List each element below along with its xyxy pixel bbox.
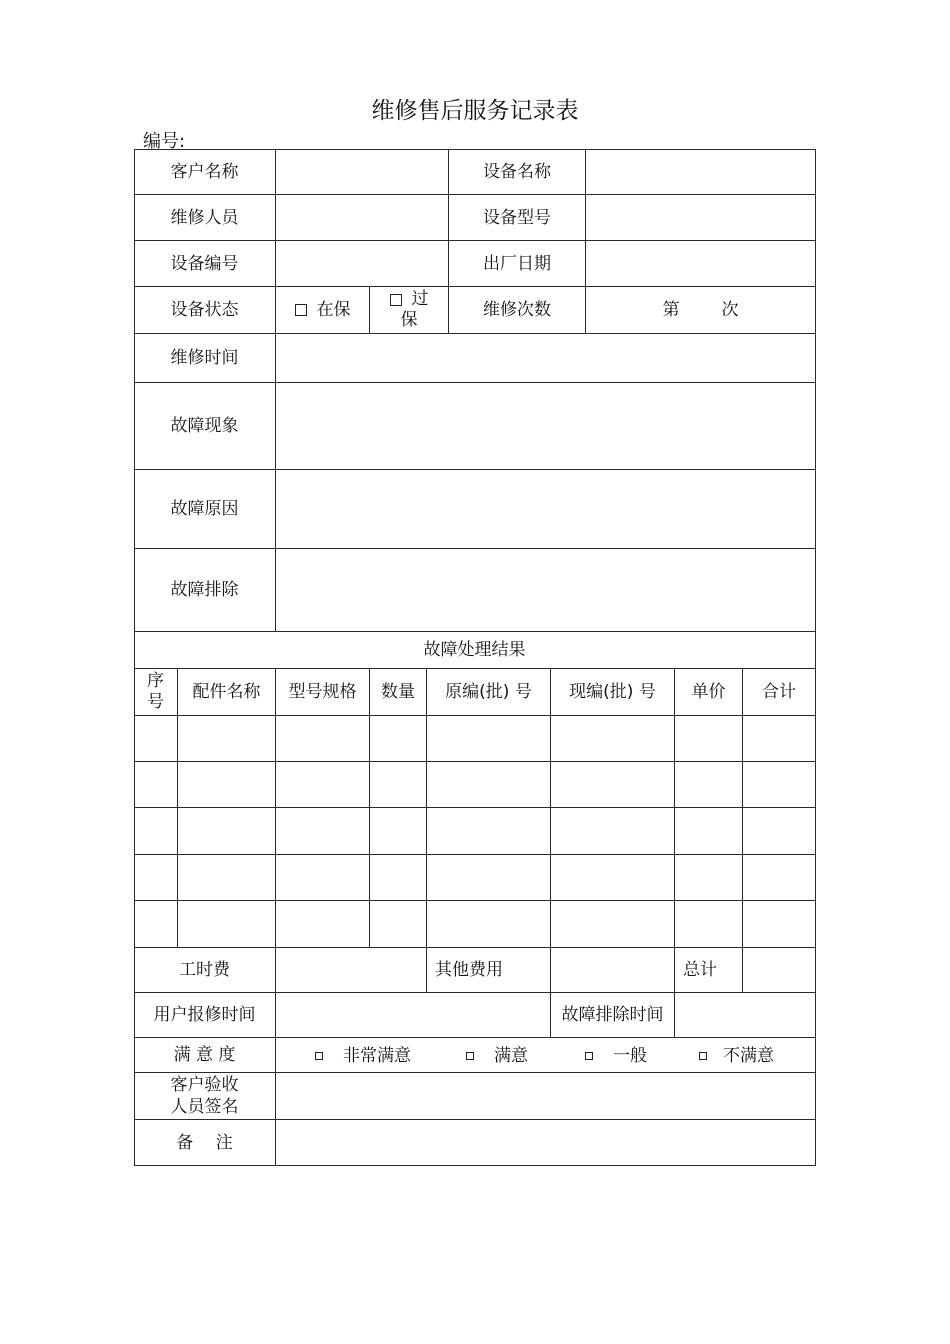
parts-row-1-index-cell[interactable] xyxy=(134,716,178,762)
parts-row-1-new-batch-cell[interactable] xyxy=(551,716,675,762)
parts-row-3-name-cell[interactable] xyxy=(178,808,276,855)
satisfaction-text-unsatisfied: 不满意 xyxy=(723,1046,774,1066)
fix-time-field[interactable] xyxy=(675,993,816,1038)
out-warranty-text-2: 保 xyxy=(400,310,418,330)
parts-row-5-subtotal-cell[interactable] xyxy=(743,901,816,948)
fault-cause-field[interactable] xyxy=(276,470,816,549)
satisfaction-text-average: 一般 xyxy=(613,1046,647,1066)
customer-signature-label-line2: 人员签名 xyxy=(170,1097,239,1117)
parts-row-1-name-cell[interactable] xyxy=(178,716,276,762)
satisfaction-text-satisfied: 满意 xyxy=(494,1046,528,1066)
parts-header-spec: 型号规格 xyxy=(276,669,370,716)
customer-name-field[interactable] xyxy=(276,149,449,195)
satisfaction-checkbox-very[interactable] xyxy=(315,1052,323,1060)
satisfaction-option-average[interactable] xyxy=(585,1047,647,1065)
satisfaction-option-very[interactable] xyxy=(315,1047,411,1065)
serial-number-label: 编号: xyxy=(143,131,186,152)
repair-time-field[interactable] xyxy=(276,334,816,383)
device-number-label: 设备编号 xyxy=(134,241,276,287)
parts-row-2-spec-cell[interactable] xyxy=(276,762,370,808)
parts-row-3-qty-cell[interactable] xyxy=(370,808,427,855)
repair-time-label: 维修时间 xyxy=(134,334,276,383)
satisfaction-text-very: 非常满意 xyxy=(343,1046,411,1066)
parts-row-5-old-batch-cell[interactable] xyxy=(427,901,551,948)
parts-row-3-subtotal-cell[interactable] xyxy=(743,808,816,855)
parts-row-2-subtotal-cell[interactable] xyxy=(743,762,816,808)
parts-row-2-new-batch-cell[interactable] xyxy=(551,762,675,808)
fault-fix-label: 故障排除 xyxy=(134,549,276,632)
in-warranty-checkbox[interactable] xyxy=(295,304,307,316)
parts-row-1-unit-price-cell[interactable] xyxy=(675,716,743,762)
out-warranty-text-1: 过 xyxy=(411,289,429,309)
parts-row-2-qty-cell[interactable] xyxy=(370,762,427,808)
parts-header-new-batch: 现编(批) 号 xyxy=(551,669,675,716)
fault-cause-label: 故障原因 xyxy=(134,470,276,549)
parts-row-4-new-batch-cell[interactable] xyxy=(551,855,675,901)
labor-fee-field[interactable] xyxy=(276,948,427,993)
repair-person-label: 维修人员 xyxy=(134,195,276,241)
parts-row-2-name-cell[interactable] xyxy=(178,762,276,808)
labor-fee-label: 工时费 xyxy=(134,948,276,993)
parts-row-3-unit-price-cell[interactable] xyxy=(675,808,743,855)
total-label: 总计 xyxy=(675,948,743,993)
parts-row-4-index-cell[interactable] xyxy=(134,855,178,901)
out-warranty-checkbox[interactable] xyxy=(390,294,402,306)
parts-header-old-batch: 原编(批) 号 xyxy=(427,669,551,716)
parts-row-3-old-batch-cell[interactable] xyxy=(427,808,551,855)
satisfaction-option-satisfied[interactable] xyxy=(466,1047,528,1065)
parts-header-subtotal: 合计 xyxy=(743,669,816,716)
device-number-field[interactable] xyxy=(276,241,449,287)
remark-label: 备 注 xyxy=(134,1120,276,1166)
customer-signature-label-line1: 客户验收 xyxy=(170,1075,239,1095)
device-status-label: 设备状态 xyxy=(134,287,276,334)
parts-row-5-qty-cell[interactable] xyxy=(370,901,427,948)
parts-row-5-new-batch-cell[interactable] xyxy=(551,901,675,948)
parts-row-4-old-batch-cell[interactable] xyxy=(427,855,551,901)
repair-count-label: 维修次数 xyxy=(449,287,586,334)
repair-count-suffix: 次 xyxy=(721,300,739,320)
parts-row-4-unit-price-cell[interactable] xyxy=(675,855,743,901)
parts-row-1-old-batch-cell[interactable] xyxy=(427,716,551,762)
repair-count-prefix: 第 xyxy=(662,300,680,320)
device-model-label: 设备型号 xyxy=(449,195,586,241)
parts-row-2-index-cell[interactable] xyxy=(134,762,178,808)
parts-row-5-spec-cell[interactable] xyxy=(276,901,370,948)
device-name-field[interactable] xyxy=(586,149,816,195)
parts-row-4-subtotal-cell[interactable] xyxy=(743,855,816,901)
fault-symptom-label: 故障现象 xyxy=(134,383,276,470)
repair-person-field[interactable] xyxy=(276,195,449,241)
out-warranty-option[interactable] xyxy=(370,287,449,334)
repair-count-field[interactable] xyxy=(586,287,816,334)
parts-header-index: 序 号 xyxy=(134,669,178,716)
satisfaction-option-unsatisfied[interactable] xyxy=(699,1047,774,1065)
parts-row-2-old-batch-cell[interactable] xyxy=(427,762,551,808)
satisfaction-checkbox-average[interactable] xyxy=(585,1052,593,1060)
parts-row-3-spec-cell[interactable] xyxy=(276,808,370,855)
remark-field[interactable] xyxy=(276,1120,816,1166)
parts-header-name: 配件名称 xyxy=(178,669,276,716)
other-fee-label: 其他费用 xyxy=(427,948,551,993)
parts-row-3-new-batch-cell[interactable] xyxy=(551,808,675,855)
other-fee-field[interactable] xyxy=(551,948,675,993)
satisfaction-checkbox-satisfied[interactable] xyxy=(466,1052,474,1060)
device-name-label: 设备名称 xyxy=(449,149,586,195)
parts-row-1-subtotal-cell[interactable] xyxy=(743,716,816,762)
fault-result-heading: 故障处理结果 xyxy=(134,632,816,669)
parts-header-unit-price: 单价 xyxy=(675,669,743,716)
parts-header-qty: 数量 xyxy=(370,669,427,716)
customer-name-label: 客户名称 xyxy=(134,149,276,195)
factory-date-label: 出厂日期 xyxy=(449,241,586,287)
parts-row-5-name-cell[interactable] xyxy=(178,901,276,948)
parts-row-1-qty-cell[interactable] xyxy=(370,716,427,762)
parts-row-4-name-cell[interactable] xyxy=(178,855,276,901)
customer-signature-field[interactable] xyxy=(276,1073,816,1120)
satisfaction-checkbox-unsatisfied[interactable] xyxy=(699,1052,707,1060)
report-time-label: 用户报修时间 xyxy=(134,993,276,1038)
satisfaction-label: 满 意 度 xyxy=(134,1038,276,1073)
parts-row-3-index-cell[interactable] xyxy=(134,808,178,855)
in-warranty-text: 在保 xyxy=(316,300,351,320)
fault-symptom-field[interactable] xyxy=(276,383,816,470)
parts-row-2-unit-price-cell[interactable] xyxy=(675,762,743,808)
customer-signature-label xyxy=(134,1073,276,1120)
in-warranty-option[interactable] xyxy=(276,287,370,334)
device-model-field[interactable] xyxy=(586,195,816,241)
parts-row-5-index-cell[interactable] xyxy=(134,901,178,948)
parts-row-5-unit-price-cell[interactable] xyxy=(675,901,743,948)
parts-row-4-qty-cell[interactable] xyxy=(370,855,427,901)
total-field[interactable] xyxy=(743,948,816,993)
fix-time-label: 故障排除时间 xyxy=(551,993,675,1038)
parts-row-1-spec-cell[interactable] xyxy=(276,716,370,762)
report-time-field[interactable] xyxy=(276,993,551,1038)
form-title: 维修售后服务记录表 xyxy=(371,98,579,124)
fault-fix-field[interactable] xyxy=(276,549,816,632)
parts-row-4-spec-cell[interactable] xyxy=(276,855,370,901)
factory-date-field[interactable] xyxy=(586,241,816,287)
